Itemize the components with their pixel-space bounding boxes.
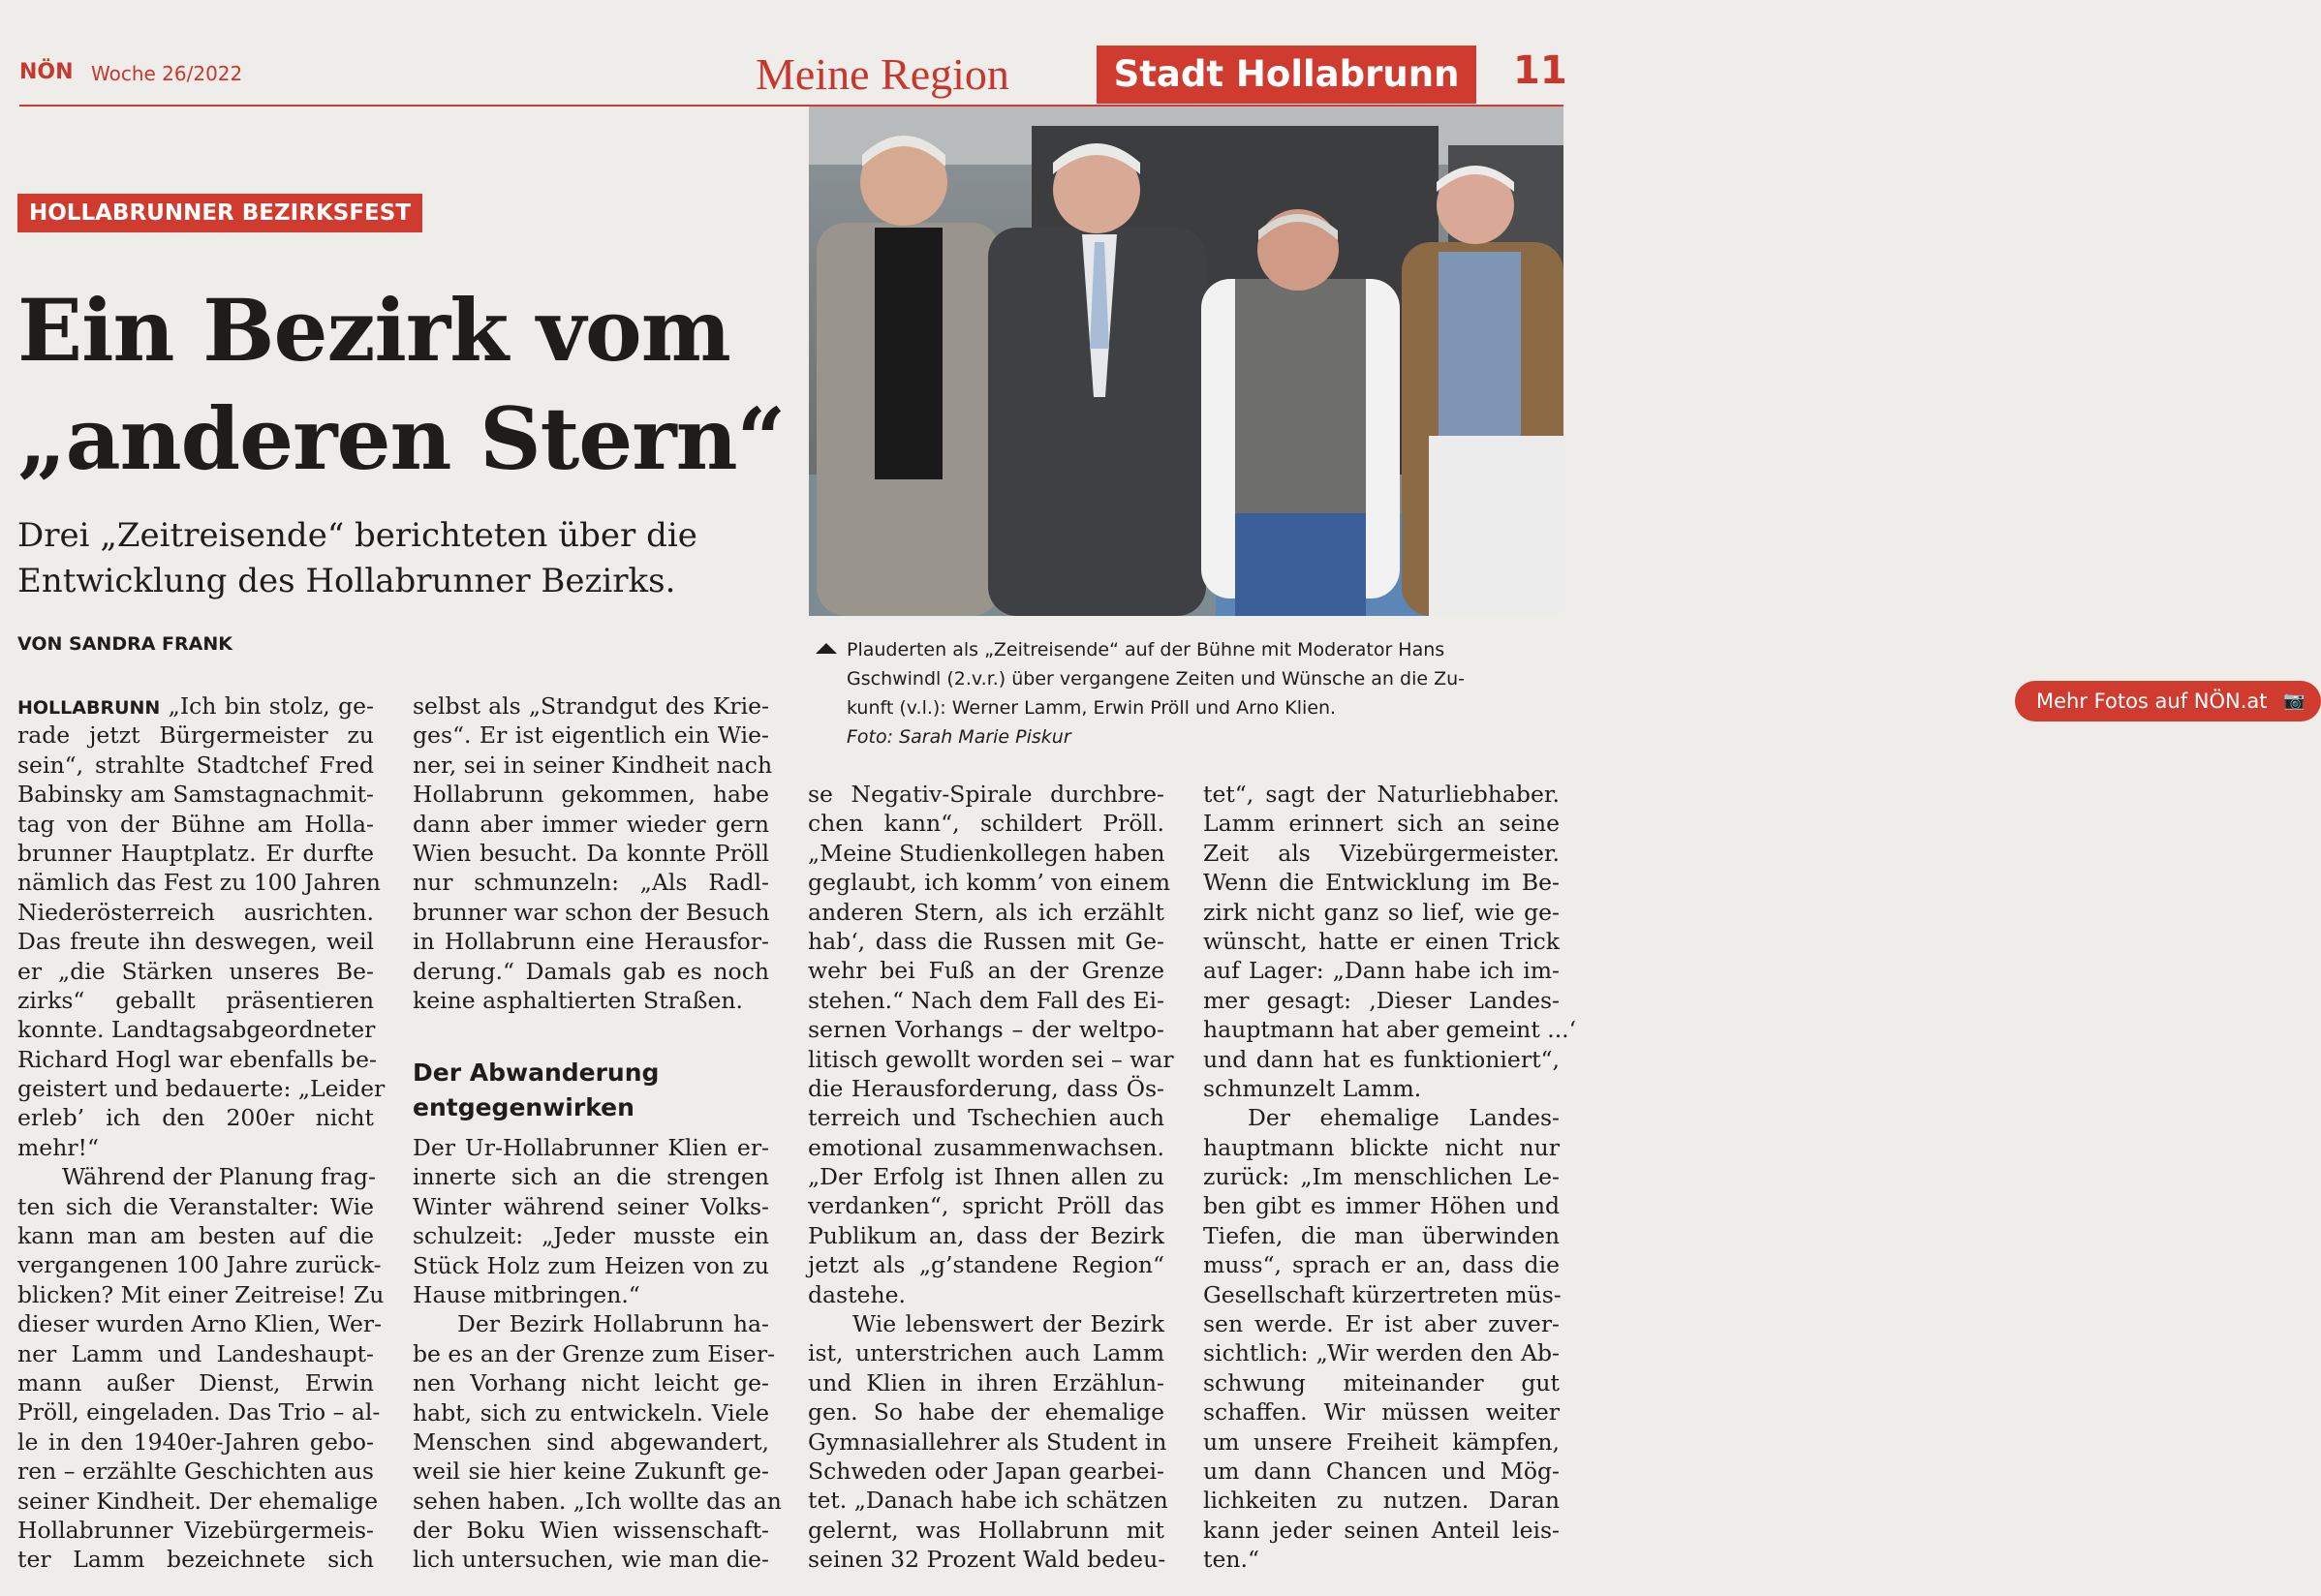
body-line: geistert und bedauerte: „Leider (17, 1075, 386, 1103)
body-line: ist, unterstrichen auch Lamm (808, 1339, 1164, 1367)
issue-week: Woche 26/2022 (91, 62, 243, 85)
body-text: „Ich bin stolz, ge- (168, 692, 374, 720)
body-line: weil sie hier keine Zukunft ge- (413, 1458, 769, 1486)
body-line: anderen Stern, als ich erzählt (808, 898, 1164, 926)
region-tag: Stadt Hollabrunn (1097, 46, 1476, 104)
body-line: Hollabrunner Vizebürgermeis- (17, 1516, 374, 1544)
body-line: Wien besucht. Da konnte Pröll (413, 839, 769, 867)
page-header (19, 43, 1567, 105)
brand-logo: NÖN (19, 60, 74, 84)
body-line: verdanken“, spricht Pröll das (808, 1192, 1164, 1220)
body-line: Gesellschaft kürzertreten müs- (1203, 1280, 1562, 1308)
body-line: die Herausforderung, dass Ös- (808, 1074, 1164, 1102)
body-line: stehen.“ Nach dem Fall des Ei- (808, 986, 1164, 1014)
body-line: ter Lamm bezeichnete sich (17, 1546, 374, 1574)
body-line: zurück: „Im menschlichen Le- (1203, 1163, 1560, 1191)
body-line: schaffen. Wir müssen weiter (1203, 1398, 1560, 1427)
body-line (17, 691, 374, 721)
body-line: vergangenen 100 Jahre zurück- (17, 1251, 382, 1279)
body-line: Winter während seiner Volks- (413, 1192, 769, 1220)
body-line: be es an der Grenze zum Eiser- (413, 1339, 776, 1367)
body-line: sen werde. Er ist aber zuver- (1203, 1310, 1560, 1338)
body-line: derung.“ Damals gab es noch (413, 957, 769, 985)
body-line: Tiefen, die man überwinden (1203, 1221, 1560, 1249)
body-line: kann jeder seinen Anteil leis- (1203, 1516, 1560, 1544)
subhead-line: Der Abwanderung (413, 1059, 660, 1087)
body-line: Zeit als Vizebürgermeister. (1203, 839, 1560, 867)
body-line: seinen 32 Prozent Wald bedeu- (808, 1546, 1166, 1574)
more-photos-link[interactable] (2015, 681, 2321, 721)
body-line: chen kann“, schildert Pröll. (808, 810, 1164, 838)
body-line: dastehe. (808, 1280, 906, 1308)
body-line: tet“, sagt der Naturliebhaber. (1203, 781, 1560, 808)
body-line: und Klien in ihren Erzählun- (808, 1368, 1164, 1396)
article-column-2b (413, 1133, 782, 1575)
byline: VON SANDRA FRANK (17, 633, 232, 655)
subheadline-line: Entwicklung des Hollabrunner Bezirks. (17, 562, 676, 600)
body-line: Das freute ihn deswegen, weil (17, 928, 374, 956)
body-line: se Negativ-Spirale durchbre- (808, 781, 1164, 808)
body-line: gelernt, was Hollabrunn mit (808, 1516, 1164, 1544)
body-line: tet. „Danach habe ich schätzen (808, 1487, 1168, 1515)
body-line: erleb’ ich den 200er nicht (17, 1104, 374, 1132)
body-line: mer gesagt: ‚Dieser Landes- (1203, 986, 1560, 1014)
subheadline-line: Drei „Zeitreisende“ berichteten über die (17, 516, 697, 555)
body-line: schwung miteinander gut (1203, 1368, 1560, 1396)
body-line: wünscht, hatte er einen Trick (1203, 927, 1560, 955)
body-line: ner Lamm und Landeshaupt- (17, 1339, 374, 1367)
body-line: und dann hat es funktioniert“, (1203, 1045, 1560, 1073)
body-line: sein“, strahlte Stadtchef Fred (17, 751, 374, 779)
body-line: Stück Holz zum Heizen von zu (413, 1251, 769, 1279)
article-column-1 (17, 691, 386, 1575)
subhead-line: entgegenwirken (413, 1093, 634, 1121)
body-line: Während der Planung frag- (62, 1163, 376, 1191)
body-line: ten sich die Veranstalter: Wie (17, 1192, 374, 1220)
body-line: Publikum an, dass der Bezirk (808, 1221, 1164, 1249)
caption-line: Plauderten als „Zeitreisende“ auf der Bühne mit Moderator Hans (847, 639, 1445, 660)
body-line: kann man am besten auf die (17, 1222, 374, 1250)
body-line: Schweden oder Japan gearbei- (808, 1457, 1164, 1485)
headline-line: Ein Bezirk vom (17, 280, 730, 381)
article-kicker: HOLLABRUNNER BEZIRKSFEST (17, 194, 422, 232)
body-line: Hause mitbringen.“ (413, 1280, 640, 1308)
body-line: Richard Hogl war ebenfalls be- (17, 1045, 377, 1073)
body-line: emotional zusammenwachsen. (808, 1133, 1164, 1161)
body-line: Wie lebenswert der Bezirk (852, 1310, 1164, 1338)
more-photos-label: Mehr Fotos auf NÖN.at (2036, 690, 2268, 713)
body-line: schulzeit: „Jeder musste ein (413, 1222, 769, 1250)
body-line: ben gibt es immer Höhen und (1203, 1192, 1560, 1220)
body-line: seiner Kindheit. Der ehemalige (17, 1487, 379, 1515)
dateline: HOLLABRUNN (17, 697, 161, 719)
article-column-4 (1203, 780, 1577, 1575)
camera-icon: 📷 (2283, 691, 2306, 711)
caption-line: Gschwindl (2.v.r.) über vergangene Zeiten und Wünsche an die Zu- (847, 668, 1465, 690)
body-line: nämlich das Fest zu 100 Jahren (17, 869, 381, 897)
body-line: Niederösterreich ausrichten. (17, 898, 374, 926)
body-line: jetzt als „g’standene Region“ (808, 1251, 1164, 1279)
body-line: selbst als „Strandgut des Krie- (413, 692, 769, 720)
section-subhead (413, 1056, 769, 1125)
body-line: tag von der Bühne am Holla- (17, 810, 374, 838)
body-line: hab‘, dass die Russen mit Ge- (808, 927, 1164, 955)
body-line: „Meine Studienkollegen haben (808, 839, 1165, 867)
body-line: Der Ur-Hollabrunner Klien er- (413, 1134, 769, 1161)
body-line: habt, sich zu entwickeln. Viele (413, 1398, 769, 1427)
body-line: nur schmunzeln: „Als Radl- (413, 869, 769, 897)
body-line: sichtlich: „Wir werden den Ab- (1203, 1339, 1560, 1367)
body-line: Der Bezirk Hollabrunn ha- (457, 1310, 769, 1338)
body-line: nen Vorhang nicht leicht ge- (413, 1369, 769, 1397)
body-line: rade jetzt Bürgermeister zu (17, 721, 374, 750)
section-title: Meine Region (756, 49, 1009, 99)
body-line: der Boku Wien wissenschaft- (413, 1517, 769, 1545)
body-line: lichkeiten zu nutzen. Daran (1203, 1487, 1560, 1515)
body-line: hauptmann hat aber gemeint ...‘ (1203, 1016, 1577, 1044)
headline (17, 276, 792, 493)
body-line: keine asphaltierten Straßen. (413, 986, 744, 1014)
body-line: um unsere Freiheit kämpfen, (1203, 1427, 1560, 1456)
body-line: Gymnasiallehrer als Student in (808, 1427, 1167, 1456)
body-line: dann aber immer wieder gern (413, 810, 769, 838)
photo-image (809, 107, 1563, 616)
body-line: Der ehemalige Landes- (1248, 1104, 1560, 1132)
body-line: gen. So habe der ehemalige (808, 1398, 1164, 1427)
body-line: brunner Hauptplatz. Er durfte (17, 839, 374, 867)
body-line: litisch gewollt worden sei – war (808, 1045, 1174, 1073)
body-line: brunner war schon der Besuch (413, 898, 770, 926)
body-line: mehr!“ (17, 1133, 100, 1161)
body-line: um dann Chancen und Mög- (1203, 1457, 1560, 1485)
body-line: Menschen sind abgewandert, (413, 1427, 769, 1456)
body-line: zirks“ geballt präsentieren (17, 986, 374, 1014)
article-column-2 (413, 691, 773, 1015)
body-line: dieser wurden Arno Klien, Wer- (17, 1310, 383, 1338)
headline-line: „anderen Stern“ (17, 388, 786, 489)
body-line: Pröll, eingeladen. Das Trio – al- (17, 1398, 381, 1427)
body-line: muss“, sprach er an, dass die (1203, 1251, 1560, 1279)
body-line: hauptmann blickte nicht nur (1203, 1133, 1560, 1161)
body-line: mann außer Dienst, Erwin (17, 1368, 374, 1396)
body-line: „Der Erfolg ist Ihnen allen zu (808, 1163, 1164, 1191)
body-line: auf Lager: „Dann habe ich im- (1203, 957, 1560, 985)
body-line: Babinsky am Samstagnachmit- (17, 781, 374, 809)
body-line: er „die Stärken unseres Be- (17, 957, 374, 985)
body-line: le in den 1940er-Jahren gebo- (17, 1427, 374, 1456)
body-line: in Hollabrunn eine Herausfor- (413, 928, 769, 956)
body-line: wehr bei Fuß an der Grenze (808, 957, 1164, 985)
body-line: sernen Vorhangs – der weltpo- (808, 1016, 1164, 1044)
body-line: schmunzelt Lamm. (1203, 1074, 1422, 1102)
subheadline (17, 513, 783, 604)
page-number: 11 (1513, 48, 1567, 93)
body-line: ges“. Er ist eigentlich ein Wie- (413, 721, 769, 750)
body-line: blicken? Mit einer Zeitreise! Zu (17, 1280, 385, 1308)
caption-line: kunft (v.l.): Werner Lamm, Erwin Pröll und Arno Klien. (847, 697, 1337, 719)
body-line: ten.“ (1203, 1546, 1259, 1574)
body-line: konnte. Landtagsabgeordneter (17, 1016, 376, 1044)
body-line: ner, sei in seiner Kindheit nach (413, 751, 773, 779)
photo-credit: Foto: Sarah Marie Piskur (847, 726, 1071, 748)
body-line: geglaubt, ich komm’ von einem (808, 869, 1171, 897)
body-line: zirk nicht ganz so lief, wie ge- (1203, 898, 1560, 926)
body-line: Lamm erinnert sich an seine (1203, 810, 1560, 838)
caption-arrow-icon (816, 643, 837, 654)
body-line: ren – erzählte Geschichten aus (17, 1458, 374, 1486)
article-column-3 (808, 780, 1174, 1575)
body-line: innerte sich an die strengen (413, 1163, 769, 1191)
body-line: terreich und Tschechien auch (808, 1104, 1164, 1132)
body-line: Wenn die Entwicklung im Be- (1203, 869, 1560, 897)
body-line: lich untersuchen, wie man die- (413, 1546, 769, 1574)
body-line: sehen haben. „Ich wollte das an (413, 1487, 782, 1515)
body-line: Hollabrunn gekommen, habe (413, 781, 769, 809)
